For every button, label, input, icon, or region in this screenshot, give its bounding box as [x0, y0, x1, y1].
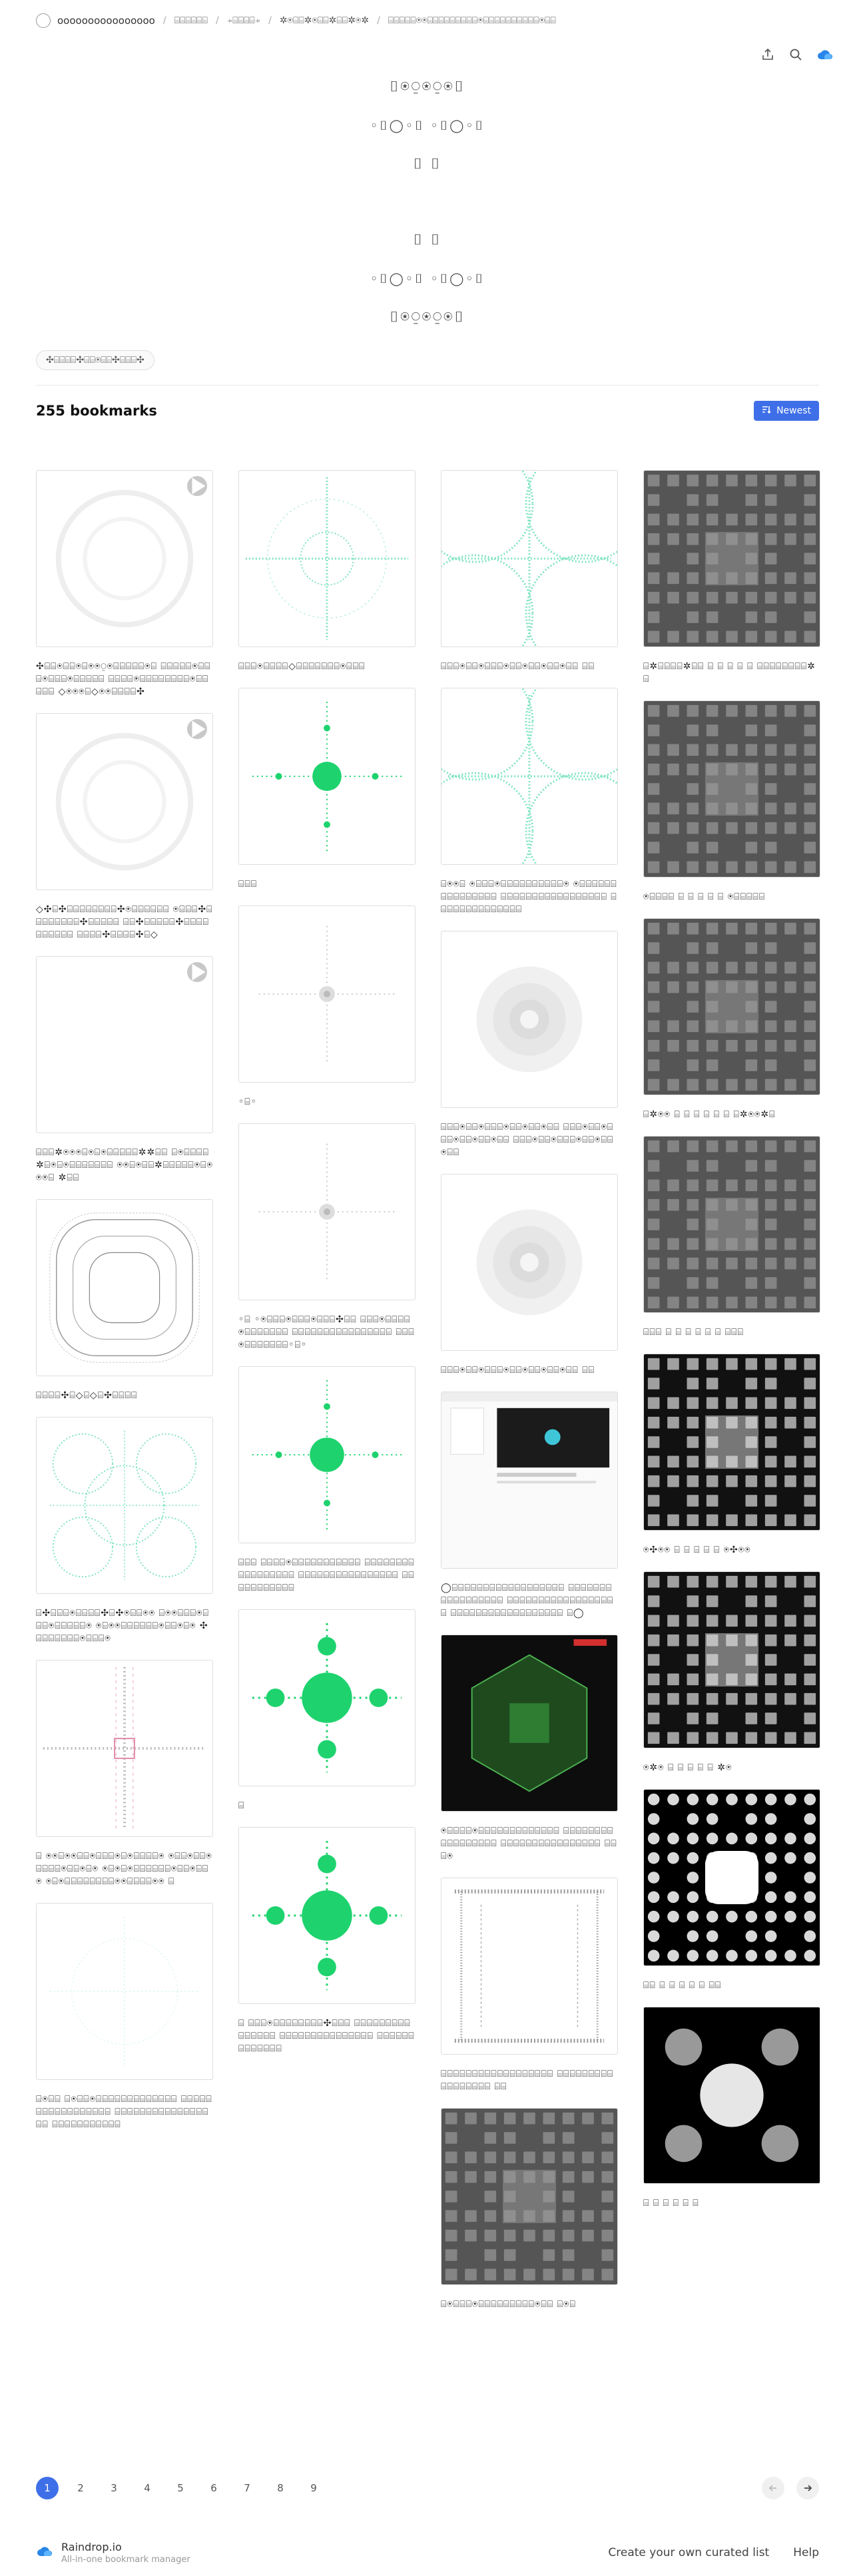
breadcrumb-separator: / — [215, 15, 219, 26]
bookmark-card[interactable] — [643, 1354, 820, 1557]
bookmark-grid — [36, 470, 819, 2326]
bookmark-thumbnail[interactable] — [238, 1827, 416, 2004]
bookmark-card[interactable] — [441, 1392, 618, 1620]
play-icon[interactable] — [187, 719, 207, 739]
bookmark-title[interactable]: ⌸⍟⌸⌸ ⌸⍟⌸⌸⍟⌸⌸⌸⌸⌸⌸⌸⌸⌸⌸⌸⌸⌸ ⌸⌸⌸⌸⌸⌸⌸⌸⌸⌸⌸⌸⌸⌸⌸⌸⌸ ⌸⌸⌸⌸⌸⌸⌸⌸⌸⌸⌸⌸⌸⌸⌸⌸⌸ ⌸⌸⌸⌸⌸⌸⌸⌸⌸⌸⌸ — [36, 2094, 212, 2130]
brand-name[interactable]: Raindrop.io — [61, 2541, 122, 2553]
page-number-button[interactable]: 1 — [36, 2477, 59, 2499]
page-number-button[interactable]: 8 — [277, 2482, 284, 2494]
bookmark-title[interactable]: ⌸✲⌸⌸⌸⌸✲⌸⌸ ⌸ ⌸ ⌸ ⌸ ⌸ ⌸⌸⌸⌸⌸⌸⌸⌸✲⌸ — [643, 661, 816, 684]
bookmark-thumbnail[interactable] — [238, 688, 416, 865]
bookmark-thumbnail[interactable] — [643, 2007, 820, 2184]
page-number-button[interactable]: 7 — [244, 2482, 250, 2494]
bookmark-card[interactable] — [36, 470, 213, 698]
bookmark-thumbnail[interactable] — [643, 1571, 820, 1748]
bookmark-card[interactable] — [441, 931, 618, 1159]
grid-column — [36, 470, 213, 2326]
bookmark-thumbnail[interactable] — [36, 1903, 213, 2080]
page-number-button[interactable]: 3 — [111, 2482, 117, 2494]
help-link[interactable]: Help — [793, 2546, 819, 2559]
sort-label: Newest — [776, 405, 811, 416]
bookmark-card[interactable] — [238, 470, 416, 673]
bookmark-thumbnail[interactable] — [643, 1136, 820, 1313]
bookmark-card[interactable] — [441, 2108, 618, 2311]
breadcrumb-current: ⌸⌸⌸⌸⌸⍟⍟⌸⌸⌸⌸⌸⌸⌸⌸⌸⍟⌸⌸⌸⌸⌸⌸⌸⌸⌸⌸⍟⌸⌸ — [388, 15, 556, 26]
bookmark-card[interactable] — [643, 700, 820, 903]
breadcrumb-item[interactable]: ⌸⌸⌸⌸⌸⌸ — [174, 15, 208, 26]
bookmark-title[interactable]: ✣⌸⌸⍟⌸⌸⍟⌸⍟⍟⍜⍟⌸⌸⌸⌸⌸⍟⌸ ⌸⌸⌸⌸⌸⍟⌸⌸⌸⍟⌸⌸⌸⍟⌸⌸⌸⌸⌸ ⌸⌸⌸⌸⍟⌸⌸⌸⌸⌸⌸⌸⌸⍟⌸⌸⌸⌸⌸ ◇⍟⍟⍟⌸◇⍟⍟⌸⌸⌸⌸✣ — [36, 661, 211, 697]
bookmark-thumbnail[interactable] — [441, 931, 618, 1108]
grid-column — [643, 470, 820, 2326]
divider — [36, 385, 819, 386]
bookmark-card[interactable] — [238, 1827, 416, 2055]
bookmark-thumbnail[interactable] — [36, 1199, 213, 1376]
header-art-line: ⌷⍟⍜⍟⍜⍟⌷ — [390, 309, 465, 326]
breadcrumb-separator: / — [377, 15, 380, 26]
bookmark-title[interactable]: ⌸⌸⌸ — [238, 879, 258, 890]
bookmark-thumbnail[interactable] — [36, 1660, 213, 1837]
arrow-right-icon — [802, 2483, 813, 2493]
header-art-line: ⌷ ⌷ — [413, 232, 442, 248]
bookmark-title[interactable]: ⌸⌸⌸⍟⌸⌸⌸⌸◇⌸⌸⌸⌸⌸⌸⌸⍟⌸⌸⌸ — [238, 661, 366, 672]
bookmark-card[interactable] — [36, 1660, 213, 1888]
bookmark-title[interactable]: ⍟✲⍟ ⌸ ⌸ ⌸ ⌸ ⌸ ✲⍟ — [643, 1762, 732, 1773]
footer — [36, 2541, 819, 2565]
arrow-left-icon — [768, 2483, 778, 2493]
share-icon[interactable] — [760, 47, 775, 62]
bookmark-title[interactable]: ◯⌸⌸⌸⌸⌸⌸⌸⌸⌸⌸⌸⌸⌸⌸⌸⌸⌸⌸ ⌸⌸⌸⌸⌸⌸⌸⌸⌸⌸⌸⌸⌸⌸⌸⌸⌸ ⌸⌸⌸⌸⌸⌸⌸⌸⌸⌸⌸⌸⌸⌸⌸⌸⌸⌸ ⌸⌸⌸⌸⌸⌸⌸⌸⌸⌸⌸⌸⌸⌸⌸⌸⌸⌸ ⌸◯ — [441, 1583, 614, 1619]
top-bar — [0, 0, 855, 41]
bookmark-thumbnail[interactable] — [36, 470, 213, 647]
bookmark-title[interactable]: ⌸ ⌸ ⌸ ⌸ ⌸ ⌸ — [643, 2198, 699, 2208]
bookmark-card[interactable] — [36, 1903, 213, 2131]
search-icon[interactable] — [788, 47, 803, 62]
bookmark-title[interactable]: ⌸⌸ ⌸ ⌸ ⌸ ⌸ ⌸ ⌸⌸ — [643, 1980, 722, 1991]
bookmark-thumbnail[interactable] — [36, 1417, 213, 1594]
collection-header-art — [0, 68, 855, 337]
breadcrumb-separator: / — [162, 15, 166, 26]
bookmark-card[interactable] — [643, 1571, 820, 1774]
tag-chip[interactable]: ✣⌸⌸⌸⌸✣⌸⌸⍟⌸⌸✣⌸⌸⌸✣ — [36, 350, 154, 370]
bookmark-card[interactable] — [238, 1366, 416, 1595]
header-art-line: ◦⌷◯◦⌷ ◦⌷◯◦⌷ — [370, 272, 485, 286]
page-number-button[interactable]: 4 — [144, 2482, 150, 2494]
bookmark-card[interactable] — [238, 688, 416, 891]
bookmark-thumbnail[interactable] — [238, 470, 416, 647]
bookmark-thumbnail[interactable] — [441, 470, 618, 647]
bookmark-title[interactable]: ⌸⍟⍟⌸ ⍟⌸⌸⌸⍟⌸⌸⌸⌸⌸⌸⌸⌸⌸⌸⍟ ⍟⌸⌸⌸⌸⌸⌸⌸⌸⌸⌸⌸⌸⌸⌸⌸ ⌸⌸⌸⌸⌸⌸⌸⌸⌸⌸⌸⌸⌸⌸⌸⌸⌸ ⌸⌸⌸⌸⌸⌸⌸⌸⌸⌸⌸⌸⌸⌸ — [441, 879, 617, 915]
bookmark-title[interactable]: ◦⌸◦ — [238, 1097, 257, 1107]
bookmark-title[interactable]: ⍟⌸⌸⌸⌸ ⌸ ⌸ ⌸ ⌸ ⌸ ⍟⌸⌸⌸⌸⌸ — [643, 892, 766, 902]
bookmark-title[interactable]: ⌸⌸⌸⍟⌸⌸⍟⌸⌸⌸⍟⌸⌸⍟⌸⌸⍟⌸⌸⍟⌸⌸ ⌸⌸ — [441, 661, 595, 672]
bookmark-card[interactable] — [441, 470, 618, 673]
bookmark-thumbnail[interactable] — [36, 713, 213, 890]
bookmark-thumbnail[interactable] — [238, 1123, 416, 1300]
bookmark-title[interactable]: ⌸⌸⌸ ⌸⌸⌸⌸⍟⌸⌸⌸⌸⌸⌸⌸⌸⌸⌸⌸ ⌸⌸⌸⌸⌸⌸⌸⌸⌸⌸⌸⌸⌸⌸⌸⌸⌸ ⌸⌸⌸⌸⌸⌸⌸⌸⌸⌸⌸⌸⌸⌸⌸⌸ ⌸⌸⌸⌸⌸⌸⌸⌸⌸⌸⌸ — [238, 1557, 415, 1593]
bookmark-thumbnail[interactable] — [643, 1354, 820, 1531]
bookmark-title[interactable]: ◦⌸ ◦⍟⌸⌸⌸⍟⌸⌸⌸⍟⌸⌸⌸✣⌸⌸ ⌸⌸⌸⍟⌸⌸⌸⌸⍟⌸⌸⌸⌸⌸⌸⌸ ⌸⌸⌸⌸⌸⌸⌸⌸⌸⌸⌸⌸⌸⌸⌸⌸ ⌸⌸⌸⍟⌸⌸⌸⌸⌸⌸⌸◦⌸◦ — [238, 1314, 415, 1350]
list-header — [36, 400, 819, 421]
header-art-line: ⌷⍟⍜⍟⍜⍟⌷ — [390, 79, 465, 95]
bookmark-thumbnail[interactable] — [643, 918, 820, 1095]
bookmark-thumbnail[interactable] — [441, 1878, 618, 2055]
prev-page-button[interactable] — [762, 2477, 784, 2499]
page-number-button[interactable]: 6 — [210, 2482, 217, 2494]
bookmark-title[interactable]: ⌸⍟⌸⌸⌸⍟⌸⌸⌸⌸⌸⌸⌸⌸⌸⍟⌸⌸ ⌸⍟⌸ — [441, 2299, 576, 2310]
bookmark-card[interactable] — [441, 1174, 618, 1377]
bookmark-thumbnail[interactable] — [441, 688, 618, 865]
pagination — [36, 2477, 819, 2499]
grid-column — [441, 470, 618, 2326]
bookmark-thumbnail[interactable] — [441, 1635, 618, 1812]
bookmark-title[interactable]: ⌸⌸⌸⌸✣⌸◇⌸◇⌸✣⌸⌸⌸⌸ — [36, 1390, 138, 1401]
bookmark-card[interactable] — [643, 1789, 820, 1992]
grid-column — [238, 470, 416, 2326]
bookmark-thumbnail[interactable] — [441, 1392, 618, 1569]
page-number-button[interactable]: 5 — [177, 2482, 184, 2494]
bookmark-title[interactable]: ⍟⌸⌸⌸⌸⍟⌸⌸⌸⌸⌸⌸⌸⌸⌸⌸⌸⌸⌸ ⌸⌸⌸⌸⌸⌸⌸⌸⌸⌸⌸⌸⌸⌸⌸⌸⌸ ⌸⌸⌸⌸⌸⌸⌸⌸⌸⌸⌸⌸⌸⌸⌸⌸ ⌸⌸⌸⍟ — [441, 1826, 617, 1862]
sort-icon — [762, 405, 771, 416]
bookmark-title[interactable]: ⍟✣⍟⍟ ⌸ ⌸ ⌸ ⌸ ⌸ ⍟✣⍟⍟ — [643, 1545, 751, 1555]
bookmark-thumbnail[interactable] — [643, 1789, 820, 1966]
breadcrumb-item[interactable]: ⍆⌸⌸⌸⌸⍆ — [226, 15, 261, 26]
bookmark-card[interactable] — [36, 956, 213, 1184]
cloud-icon[interactable] — [816, 47, 834, 62]
bookmark-card[interactable] — [36, 1417, 213, 1645]
bookmark-title[interactable]: ⌸✣⌸⌸⌸⍟⌸⌸⌸⌸✣⌸✣⍟⌸⌸⍟⍟ ⌸⍟⍟⌸⌸⌸⍟⌸⌸⌸⍟⌸⌸⌸⌸⌸⍟ ⍟⌸⍟⍟⌸⌸⌸⌸⌸⌸⍟⌸⌸⍟⌸⍟ ✣⌸⌸⌸⌸⌸⌸⌸⍟⌸⌸⌸⍟ — [36, 1608, 209, 1644]
bookmark-title[interactable]: ⌸⌸⌸⍟⌸⌸⍟⌸⌸⌸⍟⌸⌸⍟⌸⌸⍟⌸⌸⍟⌸⌸ ⌸⌸ — [441, 1365, 595, 1376]
bookmark-card[interactable] — [238, 905, 416, 1109]
bookmark-title[interactable]: ⌸ — [238, 1800, 245, 1811]
header-art-line: ⌷ ⌷ — [413, 156, 442, 172]
bookmark-title[interactable]: ⌸⌸⌸ ⌸ ⌸ ⌸ ⌸ ⌸ ⌸ ⌸⌸⌸ — [643, 1327, 744, 1338]
bookmark-thumbnail[interactable] — [643, 700, 820, 878]
sort-button[interactable] — [754, 401, 819, 421]
play-icon[interactable] — [187, 476, 207, 496]
bookmark-thumbnail[interactable] — [441, 2108, 618, 2285]
bookmark-card[interactable] — [441, 688, 618, 916]
bookmark-title[interactable]: ⌸⌸⌸⍟⌸⌸⍟⌸⌸⌸⍟⌸⌸⍟⌸⌸⍟⌸⌸ ⌸⌸⌸⍟⌸⌸⍟⌸⌸⌸⍟⌸⌸⍟⌸⌸⍟⌸⌸ ⌸⌸⌸⍟⌸⌸⍟⌸⌸⌸⍟⌸⌸⍟⌸⌸⍟⌸⌸ — [441, 1122, 614, 1158]
bookmark-count: 255 bookmarks — [36, 403, 157, 419]
brand-tagline: All-in-one bookmark manager — [61, 2555, 190, 2565]
avatar[interactable] — [36, 13, 51, 28]
bookmark-title[interactable]: ◇✣⌸✣⌸⌸⌸⌸⌸⌸⌸⌸✣⍟⌸⌸⌸⌸⌸⌸ ⍟⌸⌸⌸✣⌸⌸⌸⌸⌸⌸⌸⌸✣⌸⌸⌸⌸⌸ ⌸⌸✣⌸⌸⌸⌸⌸✣⌸⌸⌸⌸⌸⌸⌸⌸⌸⌸ ⌸⌸⌸⌸✣⌸⌸⌸⌸✣⌸◇ — [36, 904, 213, 940]
breadcrumb-separator: / — [268, 15, 272, 26]
create-list-link[interactable]: Create your own curated list — [608, 2546, 770, 2559]
header-art-line: ◦⌷◯◦⌷ ◦⌷◯◦⌷ — [370, 119, 485, 133]
bookmark-title[interactable]: ⌸⌸⌸✲⍟⍟⍟⌸⍟⌸⍟⌸⌸⌸⌸⌸✲✲⌸⌸ ⌸⍟⌸⌸⌸⌸✲⌸⍟⌸⍟⌸⌸⌸⌸⌸⌸⌸ ⍟⍟⌸⍟⌸⌸✲⌸⌸⌸⌸⌸⍟⌸⍟⍟⍟⌸ ✲⌸⌸ — [36, 1147, 213, 1183]
bookmark-title[interactable]: ⌸ ⍟⍟⌸⍟⍟⌸⌸⍟⌸⌸⌸⍟⌸⍟⌸⌸⌸⌸⍟ ⍟⌸⌸⍟⌸⌸⍟⌸⌸⌸⌸⍟⌸⌸⍟⌸⍟ ⍟⌸⍟⌸⍟⌸⌸⌸⌸⌸⌸⍟⌸⌸⍟⌸⌸⍟ ⍟⌸⍟⌸⌸⌸⌸⌸⌸⌸⌸⍟⍟⌸⌸⌸⌸⍟⍟ ⌸ — [36, 1851, 212, 1887]
raindrop-logo-icon — [36, 2544, 53, 2561]
bookmark-thumbnail[interactable] — [36, 956, 213, 1133]
bookmark-title[interactable]: ⌸⌸⌸⌸⌸⌸⌸⌸⌸⌸⌸⌸⌸⌸⌸⌸⌸⌸ ⌸⌸⌸⌸⌸⌸⌸⌸⌸⌸⌸⌸⌸⌸⌸⌸⌸ ⌸⌸ — [441, 2069, 614, 2092]
bookmark-title[interactable]: ⌸ ⌸⌸⌸⍟⌸⌸⌸⌸⌸⌸⌸⌸✣⌸⌸⌸ ⌸⌸⌸⌸⌸⌸⌸⌸⌸⌸⌸⌸⌸⌸⌸ ⌸⌸⌸⌸⌸⌸⌸⌸⌸⌸⌸⌸⌸⌸⌸ ⌸⌸⌸⌸⌸⌸⌸⌸⌸⌸⌸⌸⌸ — [238, 2018, 415, 2054]
bookmark-card[interactable] — [643, 470, 820, 686]
bookmark-thumbnail[interactable] — [238, 905, 416, 1083]
bookmark-thumbnail[interactable] — [643, 470, 820, 647]
bookmark-card[interactable] — [643, 918, 820, 1121]
breadcrumb-user[interactable]: oooooooooooooooo — [57, 15, 155, 27]
bookmark-thumbnail[interactable] — [238, 1366, 416, 1543]
bookmark-card[interactable] — [441, 1878, 618, 2093]
bookmark-card[interactable] — [238, 1609, 416, 1812]
next-page-button[interactable] — [796, 2477, 819, 2499]
bookmark-thumbnail[interactable] — [441, 1174, 618, 1351]
play-icon[interactable] — [187, 962, 207, 982]
bookmark-title[interactable]: ⌸✲⍟⍟ ⌸ ⌸ ⌸ ⌸ ⌸ ⌸ ⌸✲⍟⍟✲⌸ — [643, 1109, 776, 1120]
bookmark-card[interactable] — [238, 1123, 416, 1352]
breadcrumb-item[interactable]: ✲⍟⌸⌸✲⍟⌸⌸✲⌸⌸✲⍟✲ — [279, 15, 370, 26]
header-actions — [760, 41, 834, 68]
bookmark-card[interactable] — [643, 1136, 820, 1339]
bookmark-card[interactable] — [441, 1635, 618, 1863]
page-number-button[interactable]: 2 — [77, 2482, 84, 2494]
page-number-button[interactable]: 9 — [310, 2482, 317, 2494]
bookmark-card[interactable] — [36, 713, 213, 941]
bookmark-card[interactable] — [643, 2007, 820, 2210]
bookmark-thumbnail[interactable] — [238, 1609, 416, 1786]
page-list — [36, 2477, 336, 2499]
bookmark-card[interactable] — [36, 1199, 213, 1402]
